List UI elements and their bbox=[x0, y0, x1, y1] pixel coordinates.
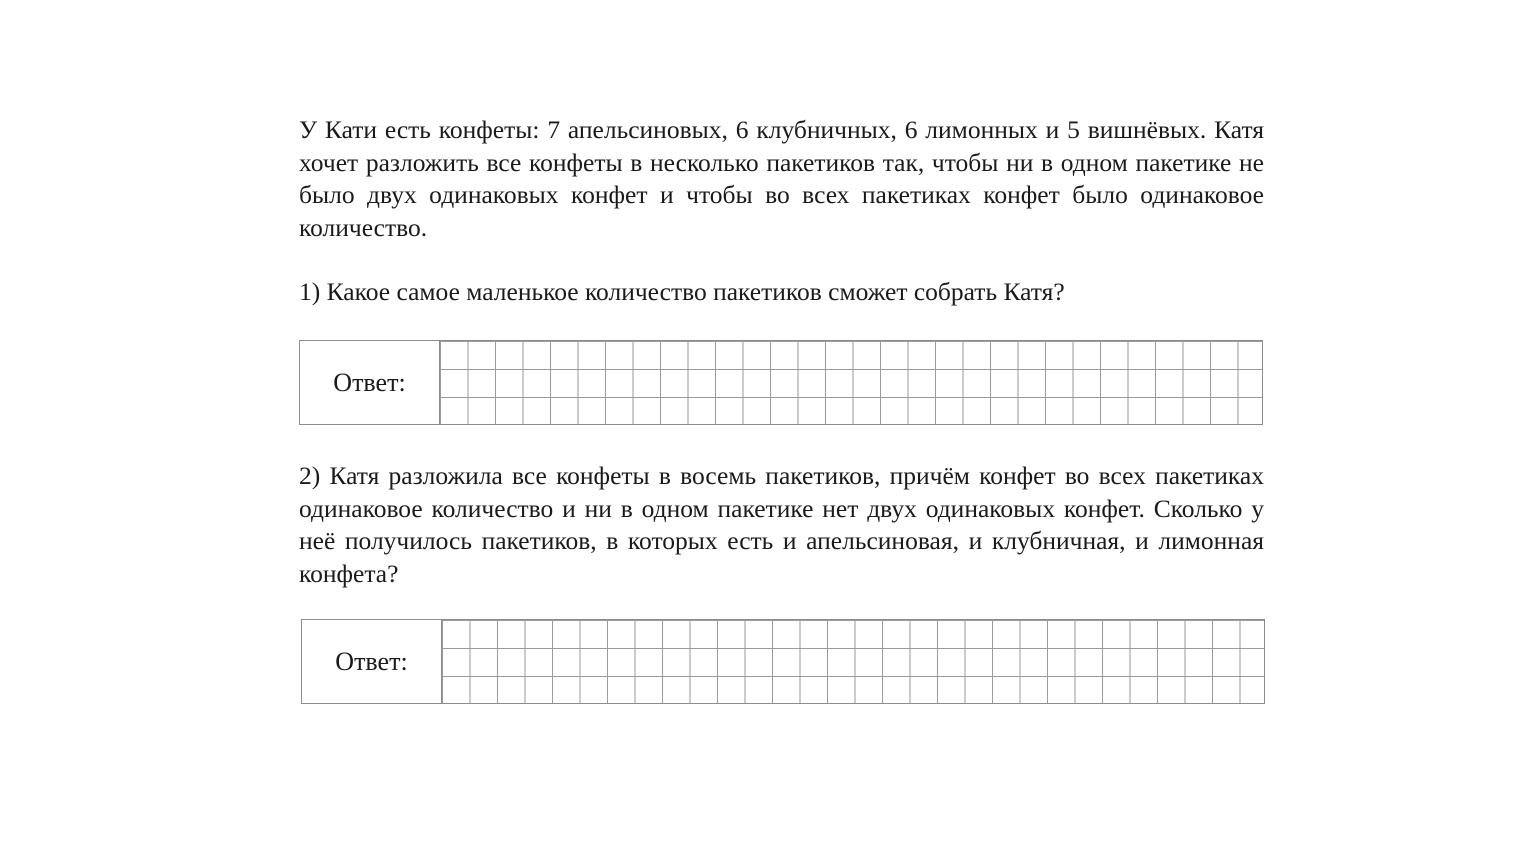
task-intro-text: У Кати есть конфеты: 7 апельсиновых, 6 клубничных, 6 лимонных и 5 вишнёвых. Катя хочет разложить все конфеты в несколько пакетиков так, чтобы ни в одном пакетике не было двух одинаковых конфет и чтобы во всех пакетиках конфет было одинаковое количество. bbox=[299, 115, 1264, 242]
task-page bbox=[299, 0, 1265, 864]
answer-box-1 bbox=[299, 340, 1263, 425]
question-1-text: 1) Какое самое маленькое количество пакетиков сможет собрать Катя? bbox=[299, 277, 1065, 306]
answer-label-1: Ответ: bbox=[300, 341, 440, 424]
answer-grid-2[interactable] bbox=[442, 620, 1264, 703]
answer-label-2: Ответ: bbox=[302, 620, 442, 703]
answer-box-2 bbox=[301, 619, 1265, 704]
question-2-text: 2) Катя разложила все конфеты в восемь пакетиков, причём конфет во всех пакетиках одинаковое количество и ни в одном пакетике нет двух одинаковых конфет. Сколько у неё получилось пакетиков, в которых есть и апельсиновая, и клубничная, и лимонная конфета? bbox=[299, 461, 1264, 588]
answer-grid-1[interactable] bbox=[440, 341, 1262, 424]
